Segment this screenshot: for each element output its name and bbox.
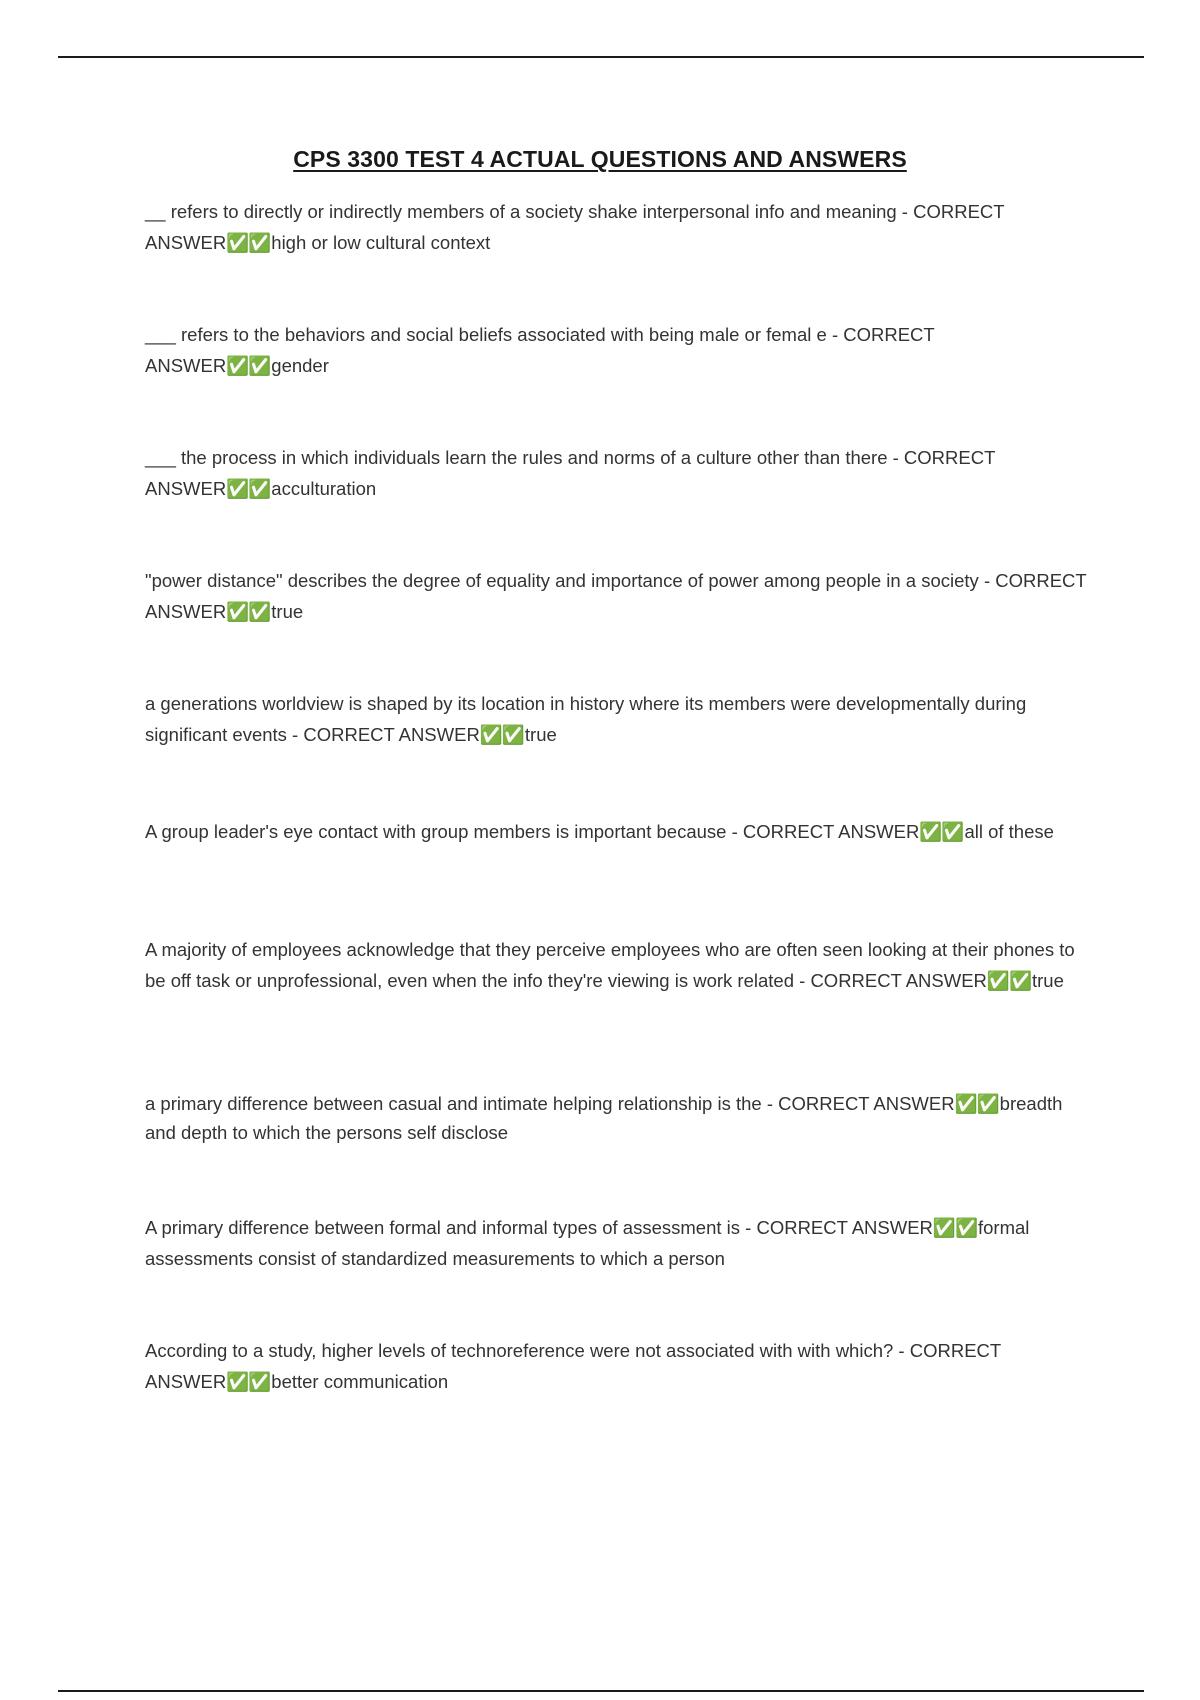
double-check-icon: ✅✅ bbox=[954, 1093, 999, 1114]
answer-text: better communication bbox=[271, 1371, 449, 1392]
question-text: "power distance" describes the degree of equality and importance of power among people in a society - CORRECT ANSWER bbox=[145, 570, 1087, 622]
answer-text: true bbox=[271, 601, 304, 622]
qa-item-1 bbox=[145, 196, 1095, 258]
qa-item-8 bbox=[145, 1089, 1095, 1147]
question-text: According to a study, higher levels of technoreference were not associated with with which? - CORRECT ANSWER bbox=[145, 1340, 1001, 1392]
double-check-icon: ✅✅ bbox=[226, 1371, 271, 1392]
answer-text: gender bbox=[271, 355, 329, 376]
question-text: A primary difference between formal and informal types of assessment is - CORRECT ANSWER bbox=[145, 1217, 933, 1238]
answer-text: true bbox=[1031, 970, 1064, 991]
top-rule bbox=[58, 56, 1144, 58]
question-text: ___ the process in which individuals learn the rules and norms of a culture other than there - CORRECT ANSWER bbox=[145, 447, 996, 499]
double-check-icon: ✅✅ bbox=[226, 232, 271, 253]
document-title: CPS 3300 TEST 4 ACTUAL QUESTIONS AND ANSWERS bbox=[293, 146, 907, 172]
question-text: __ refers to directly or indirectly members of a society shake interpersonal info and meaning - CORRECT ANSWER bbox=[145, 201, 1005, 253]
double-check-icon: ✅✅ bbox=[226, 355, 271, 376]
double-check-icon: ✅✅ bbox=[932, 1217, 977, 1238]
question-text: a primary difference between casual and intimate helping relationship is the - CORRECT ANSWER bbox=[145, 1093, 955, 1114]
answer-text: all of these bbox=[964, 821, 1054, 842]
qa-item-9 bbox=[145, 1212, 1095, 1274]
double-check-icon: ✅✅ bbox=[226, 478, 271, 499]
double-check-icon: ✅✅ bbox=[919, 821, 964, 842]
qa-item-4 bbox=[145, 565, 1095, 627]
question-text: ___ refers to the behaviors and social beliefs associated with being male or femal e - CORRECT ANSWER bbox=[145, 324, 935, 376]
qa-item-2 bbox=[145, 319, 1095, 381]
answer-text: formal assessments consist of standardized measurements to which a person bbox=[145, 1217, 1030, 1269]
qa-item-10 bbox=[145, 1335, 1095, 1397]
answer-text: acculturation bbox=[271, 478, 377, 499]
qa-item-6 bbox=[145, 817, 1095, 846]
bottom-rule bbox=[58, 1690, 1144, 1692]
question-text: A group leader's eye contact with group members is important because - CORRECT ANSWER bbox=[145, 821, 920, 842]
qa-item-5 bbox=[145, 688, 1095, 750]
answer-text: breadth and depth to which the persons self disclose bbox=[145, 1093, 1063, 1143]
question-text: a generations worldview is shaped by its location in history where its members were developmentally during significant events - CORRECT ANSWER bbox=[145, 693, 1027, 745]
qa-item-3 bbox=[145, 442, 1095, 504]
double-check-icon: ✅✅ bbox=[479, 724, 524, 745]
answer-text: high or low cultural context bbox=[271, 232, 491, 253]
double-check-icon: ✅✅ bbox=[226, 601, 271, 622]
qa-item-7 bbox=[145, 934, 1095, 996]
answer-text: true bbox=[524, 724, 557, 745]
double-check-icon: ✅✅ bbox=[986, 970, 1031, 991]
question-text: A majority of employees acknowledge that they perceive employees who are often seen looking at their phones to be off task or unprofessional, even when the info they're viewing is work related - CORRECT ANSWER bbox=[145, 939, 1075, 991]
